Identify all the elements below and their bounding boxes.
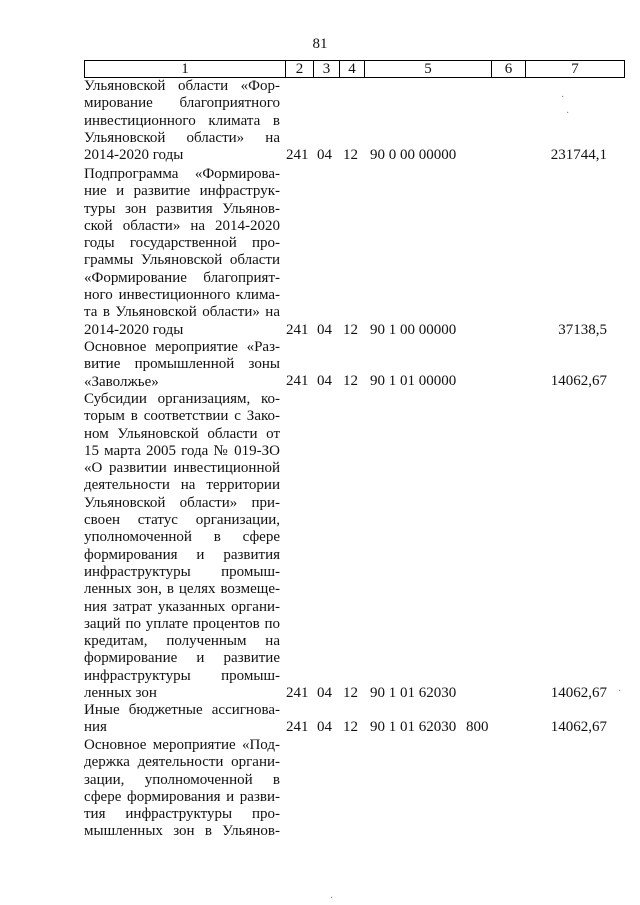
description-line: Основное мероприятие «Раз-: [84, 339, 280, 355]
section-cell: 04: [317, 373, 332, 389]
column-header-2: 2: [286, 61, 314, 78]
code-cell: 241: [286, 719, 309, 735]
description-line: мышленных зон в Ульянов-: [84, 823, 280, 840]
scan-speck: ·: [330, 893, 334, 904]
description-line: ние и развитие инфраструк-: [84, 183, 280, 200]
description-line: Ульяновской области» при-: [84, 494, 280, 511]
row-description: [84, 166, 280, 339]
description-line: ской области» на 2014-2020: [84, 217, 280, 234]
description-line: тия инфраструктуры про-: [84, 806, 280, 823]
section-cell: 04: [317, 719, 332, 735]
column-header-row: [84, 60, 625, 78]
description-line: «О развитии инвестиционной: [84, 460, 280, 477]
description-line: ния: [84, 719, 107, 736]
amount-cell: 14062,67: [550, 719, 607, 735]
description-line: Основное мероприятие «Под-: [84, 737, 280, 753]
description-line: держка деятельности органи-: [84, 754, 280, 771]
description-line: Подпрограмма «Формирова-: [84, 166, 280, 182]
description-line: сфере формирования и разви-: [84, 788, 280, 805]
description-line: ния затрат указанных органи-: [84, 598, 280, 615]
description-line: формирования и развития: [84, 546, 280, 563]
description-line: зации, уполномоченной в: [84, 771, 280, 788]
code-cell: 241: [286, 685, 309, 701]
description-line: годы государственной про-: [84, 235, 280, 252]
description-line: инфраструктуры промыш-: [84, 563, 280, 580]
section-cell: 04: [317, 685, 332, 701]
column-header-5: 5: [365, 61, 492, 78]
subsection-cell: 12: [343, 322, 358, 338]
target-article-cell: 90 1 01 62030: [370, 719, 457, 735]
description-line: инфраструктуры промыш-: [84, 667, 280, 684]
description-line: заций по уплате процентов по: [84, 615, 280, 632]
column-header-1: 1: [85, 61, 286, 78]
description-line: «Заволжье»: [84, 373, 159, 390]
column-header-3: 3: [314, 61, 340, 78]
description-line: ленных зон, в целях возмеще-: [84, 581, 280, 598]
scan-speck: ·: [566, 108, 570, 119]
description-line: уполномоченной в сфере: [84, 529, 280, 546]
description-line: ном Ульяновской области от: [84, 425, 280, 442]
section-cell: 04: [317, 147, 332, 163]
description-line: витие промышленной зоны: [84, 356, 280, 373]
expense-type-cell: 800: [466, 719, 489, 735]
code-cell: 241: [286, 322, 309, 338]
amount-cell: 37138,5: [558, 322, 607, 338]
description-line: туры зон развития Ульянов-: [84, 200, 280, 217]
description-line: Ульяновской области» на: [84, 129, 280, 146]
row-description: [84, 339, 280, 391]
amount-cell: 14062,67: [550, 373, 607, 389]
description-line: Ульяновской области «Фор-: [84, 78, 280, 94]
subsection-cell: 12: [343, 719, 358, 735]
description-line: «Формирование благоприят-: [84, 269, 280, 286]
target-article-cell: 90 0 00 00000: [370, 147, 457, 163]
description-line: кредитам, полученным на: [84, 633, 280, 650]
description-line: Иные бюджетные ассигнова-: [84, 702, 280, 718]
description-line: граммы Ульяновской области: [84, 252, 280, 269]
subsection-cell: 12: [343, 147, 358, 163]
section-cell: 04: [317, 322, 332, 338]
description-line: торым в соответствии с Зако-: [84, 408, 280, 425]
subsection-cell: 12: [343, 685, 358, 701]
target-article-cell: 90 1 00 00000: [370, 322, 457, 338]
description-line: 2014-2020 годы: [84, 321, 184, 338]
subsection-cell: 12: [343, 373, 358, 389]
description-line: мирование благоприятного: [84, 95, 280, 112]
description-line: формирование и развитие: [84, 650, 280, 667]
target-article-cell: 90 1 01 00000: [370, 373, 457, 389]
description-line: Субсидии организациям, ко-: [84, 391, 280, 407]
description-line: своен статус организации,: [84, 512, 280, 529]
code-cell: 241: [286, 373, 309, 389]
row-description: [84, 78, 280, 164]
description-line: 15 марта 2005 года № 019-ЗО: [84, 442, 280, 459]
description-line: инвестиционного климата в: [84, 112, 280, 129]
description-line: ного инвестиционного клима-: [84, 287, 280, 304]
column-header-7: 7: [526, 61, 625, 78]
code-cell: 241: [286, 147, 309, 163]
row-description: [84, 702, 280, 737]
column-header-4: 4: [340, 61, 365, 78]
target-article-cell: 90 1 01 62030: [370, 685, 457, 701]
scan-speck: ·: [618, 686, 622, 697]
row-description: [84, 391, 280, 702]
description-line: ленных зон: [84, 685, 157, 702]
description-line: 2014-2020 годы: [84, 147, 184, 164]
page-number: 81: [312, 36, 328, 52]
row-description: [84, 737, 280, 841]
description-line: та в Ульяновской области» на: [84, 304, 280, 321]
amount-cell: 14062,67: [550, 685, 607, 701]
amount-cell: 231744,1: [550, 147, 607, 163]
description-line: деятельности на территории: [84, 477, 280, 494]
column-header-6: 6: [492, 61, 526, 78]
scan-speck: ·: [561, 92, 565, 103]
